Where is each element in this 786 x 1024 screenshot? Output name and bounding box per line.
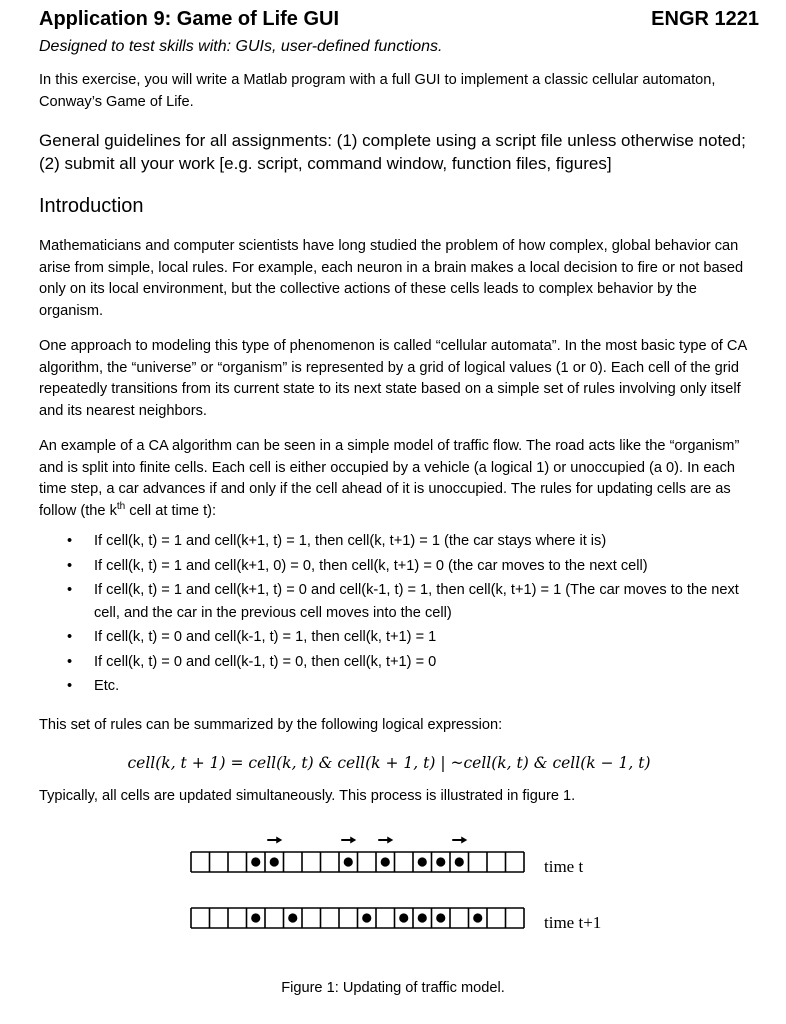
motion-arrow-head	[350, 837, 356, 844]
section-heading: Introduction	[39, 195, 144, 217]
rule-text: If cell(k, t) = 1 and cell(k+1, t) = 0 and cell(k-1, t) = 1, then cell(k, t+1) = 1 (The car moves to the next cell, and the car in the previous cell moves into the cell)	[94, 582, 739, 621]
bullet-icon: •	[67, 678, 73, 694]
list-item	[39, 675, 763, 698]
motion-arrow-head	[461, 837, 467, 844]
row-t-car	[418, 857, 427, 866]
bullet-icon: •	[67, 533, 73, 549]
row-t-car	[381, 857, 390, 866]
list-item	[39, 651, 763, 674]
logical-expression: cell(k, t + 1) = cell(k, t) & cell(k + 1, t) | ~cell(k, t) & cell(k − 1, t)	[127, 754, 651, 772]
paragraph-1: Mathematicians and computer scientists have long studied the problem of how complex, global behavior can arise from simple, local rules. For example, each neuron in a brain makes a local decision to fire or not based only on its local environment, but the collective actions of these cells leads to complex behavior by the organism.	[39, 238, 744, 319]
row-t1-label: time t+1	[544, 913, 602, 932]
list-item	[39, 579, 763, 624]
document-subtitle: Designed to test skills with: GUIs, user-defined functions.	[39, 38, 443, 55]
list-item	[39, 626, 763, 649]
row-t1-car	[473, 913, 482, 922]
rules-list	[39, 530, 763, 698]
row-t-car	[344, 857, 353, 866]
row-t1-car	[399, 913, 408, 922]
motion-arrow-head	[276, 837, 282, 844]
paragraph-3-text: An example of a CA algorithm can be seen in a simple model of traffic flow. The road acts like the “organism” and is split into finite cells. Each cell is either occupied by a vehicle (a logical 1) or unoccupied (a 0). In each time step, a car advances if and only if the cell ahead of it is unoccupied. The rules for updating cells are as follow (the k	[39, 438, 740, 519]
intro-paragraph: In this exercise, you will write a Matlab program with a full GUI to implement a classic cellular automaton, Conway’s Game of Life.	[39, 72, 716, 110]
guidelines-paragraph: General guidelines for all assignments: (1) complete using a script file unless otherwise noted; (2) submit all your work [e.g. script, command window, function files, figures]	[39, 131, 746, 173]
paragraph-3	[39, 436, 763, 522]
traffic-figure	[186, 832, 626, 942]
row-t-label: time t	[544, 857, 584, 876]
bullet-icon: •	[67, 582, 73, 598]
row-t1-car	[436, 913, 445, 922]
paragraph-2: One approach to modeling this type of phenomenon is called “cellular automata”. In the most basic type of CA algorithm, the “universe” or “organism” is represented by a grid of logical values (1 or 0). Each cell of the grid repeatedly transitions from its current state to its next state based on a simple set of rules involving only itself and its nearest neighbors.	[39, 338, 747, 419]
list-item	[39, 530, 763, 553]
bullet-icon: •	[67, 653, 73, 670]
row-t1-car	[362, 913, 371, 922]
row-t1-car	[288, 913, 297, 922]
document-page	[39, 6, 763, 808]
paragraph-3-tail: cell at time t):	[125, 502, 217, 519]
summary-paragraph: This set of rules can be summarized by the following logical expression:	[39, 716, 503, 733]
row-t-car	[270, 857, 279, 866]
superscript-th: th	[116, 500, 126, 512]
rule-text: If cell(k, t) = 0 and cell(k-1, t) = 0, then cell(k, t+1) = 0	[94, 653, 437, 670]
rule-text: If cell(k, t) = 0 and cell(k-1, t) = 1, then cell(k, t+1) = 1	[94, 629, 437, 645]
typically-paragraph: Typically, all cells are updated simultaneously. This process is illustrated in figure 1.	[39, 788, 576, 804]
rule-text: If cell(k, t) = 1 and cell(k+1, 0) = 0, then cell(k, t+1) = 0 (the car moves to the next cell)	[94, 557, 648, 574]
header	[39, 6, 763, 36]
row-t-car	[251, 857, 260, 866]
bullet-icon: •	[67, 629, 73, 645]
course-code: ENGR 1221	[651, 8, 759, 30]
row-t-car	[455, 857, 464, 866]
bullet-icon: •	[67, 557, 73, 574]
row-t1-car	[418, 913, 427, 922]
motion-arrow-head	[387, 837, 393, 844]
row-t1-car	[251, 913, 260, 922]
row-t-car	[436, 857, 445, 866]
figure-caption: Figure 1: Updating of traffic model.	[281, 980, 505, 996]
rule-text: Etc.	[94, 678, 120, 694]
rule-text: If cell(k, t) = 1 and cell(k+1, t) = 1, then cell(k, t+1) = 1 (the car stays where it is)	[94, 533, 607, 549]
list-item	[39, 555, 763, 578]
document-title: Application 9: Game of Life GUI	[39, 8, 340, 30]
